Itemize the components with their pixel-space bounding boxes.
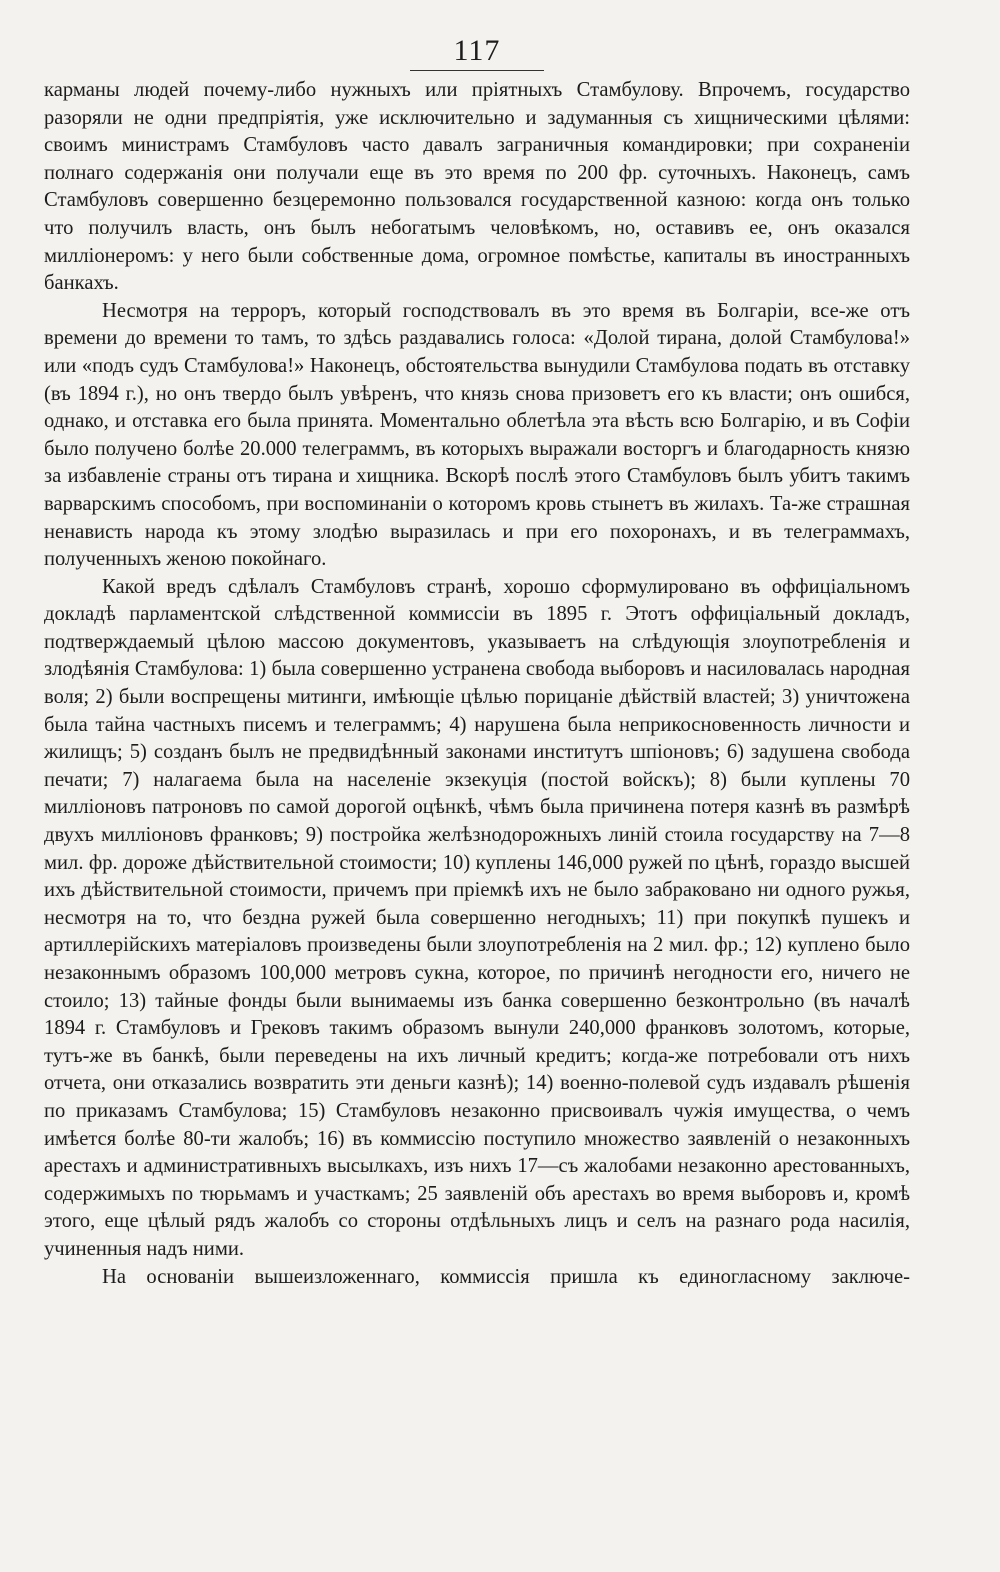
- paragraph-3: Какой вредъ сдѣлалъ Стамбуловъ странѣ, хорошо сформулировано въ оффиціальномъ докладѣ парламентской слѣдственной коммиссіи въ 1895 г. Этотъ оффиціальный докладъ, подтверждаемый цѣлою массою документовъ, указываетъ на слѣдующія злоупотребленія и злодѣянія Стамбулова: 1) была совершенно устранена свобода выборовъ и насиловалась народная воля; 2) были воспрещены митинги, имѣющіе цѣлью порицаніе дѣйствій властей; 3) уничтожена была тайна частныхъ писемъ и телеграммъ; 4) нарушена была неприкосновенность личности и жилищъ; 5) созданъ былъ не предвидѣнный законами институтъ шпіоновъ; 6) задушена свобода печати; 7) налагаема была на населеніе экзекуція (постой войскъ); 8) были куплены 70 милліоновъ патроновъ по самой дорогой оцѣнкѣ, чѣмъ была причинена потеря казнѣ въ размѣрѣ двухъ милліоновъ франковъ; 9) постройка желѣзнодорожныхъ линій стоила государству на 7—8 мил. фр. дороже дѣйствительной стоимости; 10) куплены 146,000 ружей по цѣнѣ, гораздо высшей ихъ дѣйствительной стоимости, причемъ при пріемкѣ ихъ не было забраковано ни одного ружья, несмотря на то, что бездна ружей была совершенно негодныхъ; 11) при покупкѣ пушекъ и артиллерійскихъ матеріаловъ произведены были злоупотребленія на 2 мил. фр.; 12) куплено было незаконнымъ образомъ 100,000 метровъ сукна, которое, по причинѣ негодности его, ничего не стоило; 13) тайные фонды были вынимаемы изъ банка совершенно безконтрольно (въ началѣ 1894 г. Стамбуловъ и Грековъ такимъ образомъ вынули 240,000 франковъ золотомъ, которые, тутъ-же въ банкѣ, были переведены на ихъ личный кредитъ; когда-же потребовали отъ нихъ отчета, они отказались возвратить эти деньги казнѣ); 14) военно-полевой судъ издавалъ рѣшенія по приказамъ Стамбулова; 15) Стамбуловъ незаконно присвоивалъ чужія имущества, о чемъ имѣется болѣе 80-ти жалобъ; 16) въ коммиссію поступило множество заявленій о незаконныхъ арестахъ и административныхъ высылкахъ, изъ нихъ 17—съ жалобами незаконно арестованныхъ, содержимыхъ по тюрьмамъ и участкамъ; 25 заявленій объ арестахъ во время выборовъ и, кромѣ этого, еще цѣлый рядъ жалобъ со стороны отдѣльныхъ лицъ и селъ на разнаго рода насилія, учиненныя надъ ними.: [44, 575, 910, 1260]
- paragraph-4: На основаніи вышеизложеннаго, коммиссія пришла къ единогласному заключе-: [102, 1265, 910, 1288]
- paragraph-2: Несмотря на терроръ, который господствовалъ въ это время въ Болгаріи, все-же отъ времени до времени то тамъ, то здѣсь раздавались голоса: «Долой тирана, долой Стамбулова!» или «подъ судъ Стамбулова!» Наконецъ, обстоятельства вынудили Стамбулова подать въ отставку (въ 1894 г.), но онъ твердо былъ увѣренъ, что князь снова призоветъ его къ власти; онъ ошибся, однако, и отставка его была принята. Моментально облетѣла эта вѣсть всю Болгарію, и въ Софіи было получено болѣе 20.000 телеграммъ, въ которыхъ выражали восторгъ и благодарность князю за избавленіе страны отъ тирана и хищника. Вскорѣ послѣ этого Стамбуловъ былъ убитъ такимъ варварскимъ способомъ, при воспоминаніи о которомъ кровь стынетъ въ жилахъ. Та-же страшная ненависть народа къ этому злодѣю выразилась и при его похоронахъ, и въ телеграммахъ, полученныхъ женою покойнаго.: [44, 299, 910, 571]
- document-page: [44, 34, 910, 1291]
- paragraph-1: карманы людей почему-либо нужныхъ или пріятныхъ Стамбулову. Впрочемъ, государство разоряли не одни предпріятія, уже исключительно и задуманныя съ хищническими цѣлями: своимъ министрамъ Стамбуловъ часто давалъ заграничныя командировки; при сохраненіи полнаго содержанія они получали еще въ это время по 200 фр. суточныхъ. Наконецъ, самъ Стамбуловъ совершенно безцеремонно пользовался государственной казною: когда онъ только что получилъ власть, онъ былъ небогатымъ человѣкомъ, но, оставивъ ее, онъ оказался милліонеромъ: у него были собственные дома, огромное помѣстье, капиталы въ иностранныхъ банкахъ.: [44, 79, 910, 295]
- page-number: 117: [410, 34, 545, 71]
- page-header: [44, 34, 910, 71]
